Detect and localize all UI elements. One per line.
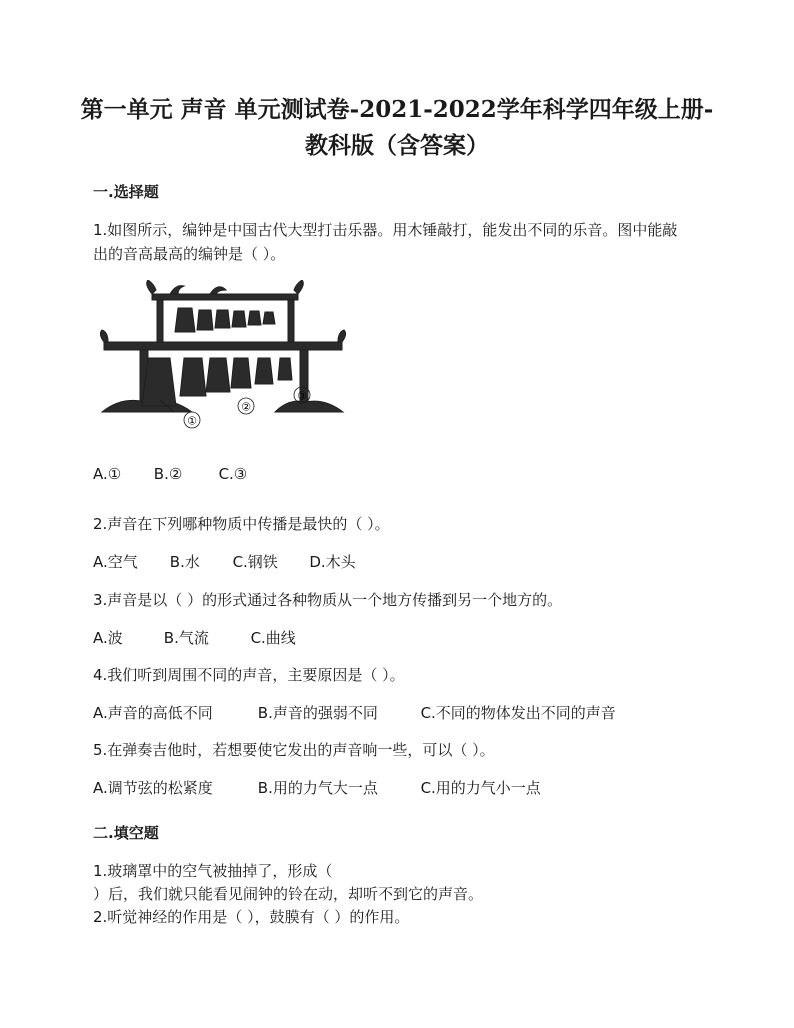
- question-3: 3.声音是以（ ）的形式通过各种物质从一个地方传播到另一个地方的。: [93, 591, 563, 609]
- question-1-options: [93, 462, 247, 486]
- fill-question-2: 2.听觉神经的作用是（ ），鼓膜有（ ）的作用。: [93, 908, 410, 926]
- bianzhong-figure: [100, 280, 350, 435]
- option-c[interactable]: C.用的力气小一点: [420, 779, 541, 797]
- question-4-options: [93, 701, 616, 725]
- option-a[interactable]: A.调节弦的松紧度: [93, 779, 213, 797]
- option-b[interactable]: B.气流: [163, 629, 209, 647]
- fill-question-1-line1: 1.玻璃罩中的空气被抽掉了，形成（: [93, 862, 333, 880]
- section-heading-fill: 二.填空题: [93, 824, 159, 842]
- fill-question-1-line2: ）后，我们就只能看见闹钟的铃在动，却听不到它的声音。: [93, 885, 484, 903]
- figure-label-3: ③: [297, 389, 307, 403]
- question-5-options: [93, 776, 541, 800]
- option-c[interactable]: C.③: [218, 465, 248, 483]
- question-1-line2: 出的音高最高的编钟是（ ）。: [93, 245, 286, 263]
- question-3-options: [93, 626, 296, 650]
- question-2-options: [93, 550, 356, 574]
- option-a[interactable]: A.①: [93, 465, 122, 483]
- figure-label-1: ①: [187, 414, 197, 428]
- option-a[interactable]: A.空气: [93, 553, 138, 571]
- section-heading-choice: 一.选择题: [93, 183, 159, 201]
- option-c[interactable]: C.钢铁: [232, 553, 278, 571]
- question-2: 2.声音在下列哪种物质中传播是最快的（ ）。: [93, 515, 390, 533]
- question-5: 5.在弹奏吉他时，若想要使它发出的声音响一些，可以（ ）。: [93, 741, 495, 759]
- option-c[interactable]: C.曲线: [250, 629, 296, 647]
- option-b[interactable]: B.声音的强弱不同: [257, 704, 378, 722]
- option-b[interactable]: B.②: [153, 465, 183, 483]
- option-a[interactable]: A.声音的高低不同: [93, 704, 213, 722]
- page-title-line1: 第一单元 声音 单元测试卷-2021-2022学年科学四年级上册-: [80, 96, 714, 123]
- figure-label-2: ②: [241, 400, 251, 414]
- option-a[interactable]: A.波: [93, 629, 123, 647]
- option-b[interactable]: B.水: [169, 553, 200, 571]
- question-4: 4.我们听到周围不同的声音，主要原因是（ ）。: [93, 666, 405, 684]
- option-d[interactable]: D.木头: [309, 553, 356, 571]
- option-b[interactable]: B.用的力气大一点: [257, 779, 378, 797]
- option-c[interactable]: C.不同的物体发出不同的声音: [420, 704, 616, 722]
- page-title-line2: 教科版（含答案）: [305, 132, 489, 159]
- question-1-line1: 1.如图所示，编钟是中国古代大型打击乐器。用木锤敲打，能发出不同的乐音。图中能敲: [93, 221, 678, 239]
